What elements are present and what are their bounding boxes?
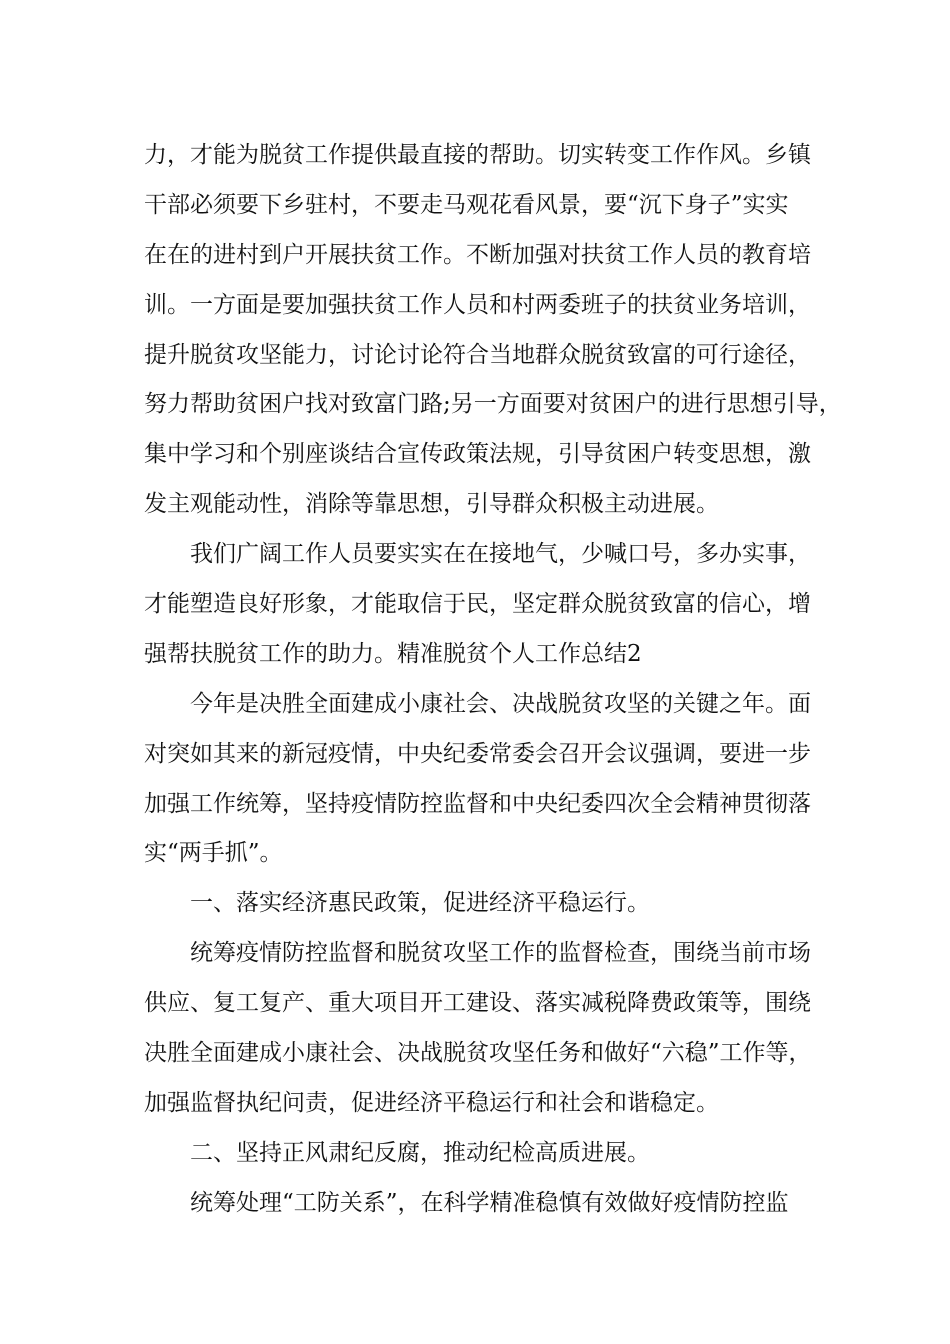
document-body [144, 131, 842, 1229]
text-line: 统筹处理“工防关系”，在科学精准稳慎有效做好疫情防控监 [190, 1189, 789, 1216]
text-line: 加强监督执纪问责，促进经济平稳运行和社会和谐稳定。 [144, 1089, 719, 1116]
text-line: 加强工作统筹，坚持疫情防控监督和中央纪委四次全会精神贯彻落 [144, 790, 811, 817]
text-line: 决胜全面建成小康社会、决战脱贫攻坚任务和做好“六稳”工作等， [144, 1040, 812, 1067]
text-line: 二、坚持正风肃纪反腐，推动纪检高质进展。 [190, 1139, 650, 1166]
text-line: 训。一方面是要加强扶贫工作人员和村两委班子的扶贫业务培训， [144, 291, 811, 318]
text-line: 集中学习和个别座谈结合宣传政策法规，引导贫困户转变思想，激 [144, 441, 811, 468]
text-line: 才能塑造良好形象，才能取信于民，坚定群众脱贫致富的信心，增 [144, 591, 811, 618]
text-line: 提升脱贫攻坚能力，讨论讨论符合当地群众脱贫致富的可行途径， [144, 341, 811, 368]
text-line: 发主观能动性，消除等靠思想，引导群众积极主动进展。 [144, 491, 719, 518]
text-line: 实“两手抓”。 [144, 840, 283, 867]
text-line: 供应、复工复产、重大项目开工建设、落实减税降费政策等，围绕 [144, 990, 811, 1017]
text-line: 在在的进村到户开展扶贫工作。不断加强对扶贫工作人员的教育培 [144, 241, 811, 268]
text-line: 努力帮助贫困户找对致富门路;另一方面要对贫困户的进行思想引导， [144, 391, 842, 418]
text-line: 力，才能为脱贫工作提供最直接的帮助。切实转变工作作风。乡镇 [144, 142, 811, 168]
text-line: 干部必须要下乡驻村，不要走马观花看风景，要“沉下身子”实实 [144, 191, 789, 218]
text-line: 一、落实经济惠民政策，促进经济平稳运行。 [190, 890, 650, 917]
text-line: 对突如其来的新冠疫情，中央纪委常委会召开会议强调，要进一步 [144, 740, 811, 767]
text-line: 我们广阔工作人员要实实在在接地气，少喊口号，多办实事， [190, 541, 811, 568]
text-line: 今年是决胜全面建成小康社会、决战脱贫攻坚的关键之年。面 [190, 690, 811, 717]
text-line: 统筹疫情防控监督和脱贫攻坚工作的监督检查，围绕当前市场 [190, 940, 811, 967]
text-line: 强帮扶脱贫工作的助力。精准脱贫个人工作总结2 [144, 640, 642, 667]
